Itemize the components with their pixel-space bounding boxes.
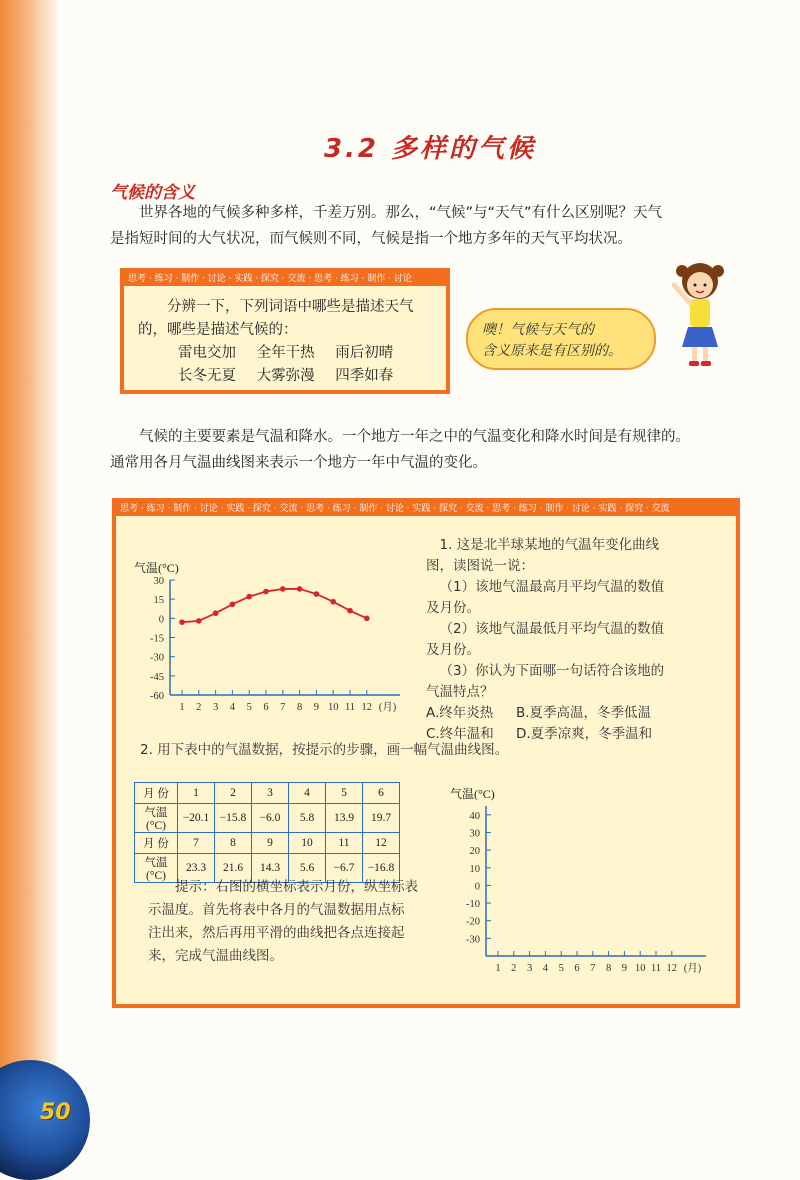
chart1-x-tick-label: 9 [313,702,320,713]
blank-temperature-chart [440,778,720,988]
table-cell: 气温(°C) [135,804,178,833]
page-title: 3.2 多样的气候 [323,134,537,164]
hint-text [148,876,438,968]
box1-word-row-1 [138,342,438,365]
box1-word-row-2 [138,365,438,388]
page-spine [0,0,58,1132]
box1-line-1: 分辨一下，下列词语中哪些是描述天气 [167,299,414,315]
activity-box-1 [120,268,450,394]
section-heading: 气候的含义 [110,183,195,203]
temperature-table [134,782,400,883]
table-cell: 21.6 [215,854,252,883]
speech-bubble [466,308,656,370]
q1-b-line-1: （2）该地气温最低月平均气温的数值 [439,621,665,637]
table-cell: 19.7 [363,804,400,833]
chart2-y-tick-label: -10 [466,899,480,911]
table-cell: −6.0 [252,804,289,833]
option-a: A.终年炎热 [426,705,494,721]
chart2-x-tick-label: 2 [511,963,517,974]
box1-line-2: 的，哪些是描述气候的： [138,322,298,338]
q1-line-1: 1. 这是北半球某地的气温年变化曲线 [439,537,660,553]
table-cell: 4 [289,783,326,804]
chart1-x-tick-label: 2 [196,702,202,713]
question-2: 2. 用下表中的气温数据，按提示的步骤，画一幅气温曲线图。 [140,742,509,758]
chart1-series-line [182,589,367,622]
hint-line-3: 注出来，然后再用平滑的曲线把各点连接起 [148,925,405,941]
bubble-line-2: 含义原来是有区别的。 [482,343,622,359]
table-cell: 3 [252,783,289,804]
chart1-y-label: 气温(°C) [134,561,179,575]
chart1-data-point [364,616,370,622]
chart2-y-tick-label: 30 [469,828,480,840]
chart1-data-point [297,586,303,592]
intro-paragraph [110,200,750,252]
chart2-y-tick-label: -20 [466,916,480,928]
main-line-2: 通常用各月气温曲线图来表示一个地方一年中气温的变化。 [110,455,487,471]
chart1-x-tick-label: 8 [296,702,303,713]
main-line-1: 气候的主要要素是气温和降水。一个地方一年之中的气温变化和降水时间是有规律的。 [139,429,690,445]
table-cell: 6 [363,783,400,804]
word-item: 大雾弥漫 [256,368,315,384]
chart2-x-tick-label: 5 [558,963,564,974]
chart1-data-point [230,601,236,607]
chart1-x-tick-label: 6 [263,702,269,713]
chart1-data-point [179,619,185,625]
chart1-y-tick-label: -45 [150,671,164,683]
table-cell: 12 [363,833,400,854]
q1-c-line-1: （3）你认为下面哪一句话符合该地的 [439,663,665,679]
table-cell: 气温(°C) [135,854,178,883]
chart1-x-tick-label: 11 [344,702,356,713]
table-cell: 7 [178,833,215,854]
option-d: D.夏季凉爽，冬季温和 [516,726,653,742]
table-cell: 5.6 [289,854,326,883]
table-cell: 5.8 [289,804,326,833]
girl-illustration [660,255,740,370]
word-item: 四季如春 [335,368,394,384]
main-paragraph [110,424,750,476]
table-cell: 23.3 [178,854,215,883]
table-row [135,783,400,804]
table-cell: 月 份 [135,833,178,854]
q1-a-line-1: （1）该地气温最高月平均气温的数值 [439,579,665,595]
chart2-x-tick-label: 11 [650,963,662,974]
table-row [135,833,400,854]
option-b: B.夏季高温，冬季低温 [516,705,652,721]
chart1-y-tick-label: 15 [153,595,164,607]
chart2-y-tick-label: -30 [466,934,480,946]
table-cell: 月 份 [135,783,178,804]
hint-line-1: 提示：右图的横坐标表示月份，纵坐标表 [175,879,418,895]
table-cell: 14.3 [252,854,289,883]
chart1-x-tick-label: 10 [327,702,339,713]
chart1-y-tick-label: -30 [150,652,164,664]
chart1-x-tick-label: 12 [361,702,373,713]
chart2-x-tick-label: 12 [666,963,678,974]
table-cell: −16.8 [363,854,400,883]
q1-line-2: 图，读图说一说： [426,558,534,574]
chart2-y-tick-label: 10 [469,863,480,875]
table-cell: 8 [215,833,252,854]
chart1-data-point [263,589,269,595]
chart1-y-tick-label: -60 [150,691,164,702]
hint-line-4: 来，完成气温曲线图。 [148,948,283,964]
chart2-x-tick-label: 6 [574,963,580,974]
hint-line-2: 示温度。首先将表中各月的气温数据用点标 [148,902,405,918]
table-cell: 2 [215,783,252,804]
chart1-data-point [196,618,202,624]
table-row [135,804,400,833]
chart1-x-tick-label: 1 [179,702,185,713]
bubble-line-1: 噢！气候与天气的 [482,322,594,338]
table-cell: 11 [326,833,363,854]
table-cell: −6.7 [326,854,363,883]
chart1-data-point [246,594,252,600]
q1-a-line-2: 及月份。 [426,600,480,616]
chart1-x-tick-label: 3 [212,702,219,713]
word-item: 雨后初晴 [335,345,394,361]
chart1-x-tick-label: 7 [280,702,286,713]
chart2-y-tick-label: 20 [469,846,480,858]
word-item: 雷电交加 [178,345,236,361]
chart2-x-tick-label: 8 [605,963,612,974]
table-cell: 10 [289,833,326,854]
chart1-data-point [330,599,336,605]
chart2-x-tick-label: 9 [621,963,628,974]
intro-line-1: 世界各地的气候多种多样，千差万别。那么，“气候”与“天气”有什么区别呢？天气 [139,205,663,221]
question-1 [426,535,726,745]
chart1-data-point [280,586,286,592]
chart1-y-tick-label: 0 [158,614,164,626]
table-cell: 9 [252,833,289,854]
activity-strip: 思考 · 练习 · 制作 · 讨论 · 实践 · 探究 · 交流 · 思考 · 练习 · 制作 · 讨论 [124,272,446,286]
word-item: 全年干热 [256,345,315,361]
table-cell: 1 [178,783,215,804]
table-cell: −20.1 [178,804,215,833]
q1-b-line-2: 及月份。 [426,642,480,658]
chart2-y-tick-label: 40 [469,810,480,822]
temperature-line-chart [130,550,410,725]
chart1-data-point [347,608,353,614]
q1-c-line-2: 气温特点？ [426,684,494,700]
intro-line-2: 是指短时间的大气状况，而气候则不同，气候是指一个地方多年的天气平均状况。 [110,231,632,247]
options-row-1 [426,703,726,724]
chart1-x-label: (月) [378,702,397,713]
chart2-y-tick-label: 0 [474,881,480,893]
chart2-x-tick-label: 4 [542,963,549,974]
chart1-x-tick-label: 5 [246,702,252,713]
chart1-y-tick-label: 30 [153,576,164,587]
word-item: 长冬无夏 [178,368,236,384]
table-cell: 5 [326,783,363,804]
chart2-x-label: (月) [683,963,702,974]
option-c: C.终年温和 [426,726,494,742]
chart2-x-tick-label: 7 [590,963,596,974]
chart2-x-tick-label: 3 [526,963,533,974]
activity-box-1-text [138,296,438,388]
table-cell: 13.9 [326,804,363,833]
chart1-x-tick-label: 4 [229,702,236,713]
chart2-y-label: 气温(°C) [450,787,495,801]
chart1-data-point [213,610,219,616]
chart2-x-tick-label: 10 [634,963,646,974]
page-number: 50 [40,1100,71,1125]
activity-strip-long: 思考 · 练习 · 制作 · 讨论 · 实践 · 探究 · 交流 · 思考 · 练习 · 制作 · 讨论 · 实践 · 探究 · 交流 · 思考 · 练习 · 制作 · 讨论 · 实践 · 探究 · 交流 [116,502,736,516]
chart1-y-tick-label: -15 [150,633,164,645]
table-cell: −15.8 [215,804,252,833]
chart2-x-tick-label: 1 [495,963,501,974]
chart1-data-point [314,591,320,597]
